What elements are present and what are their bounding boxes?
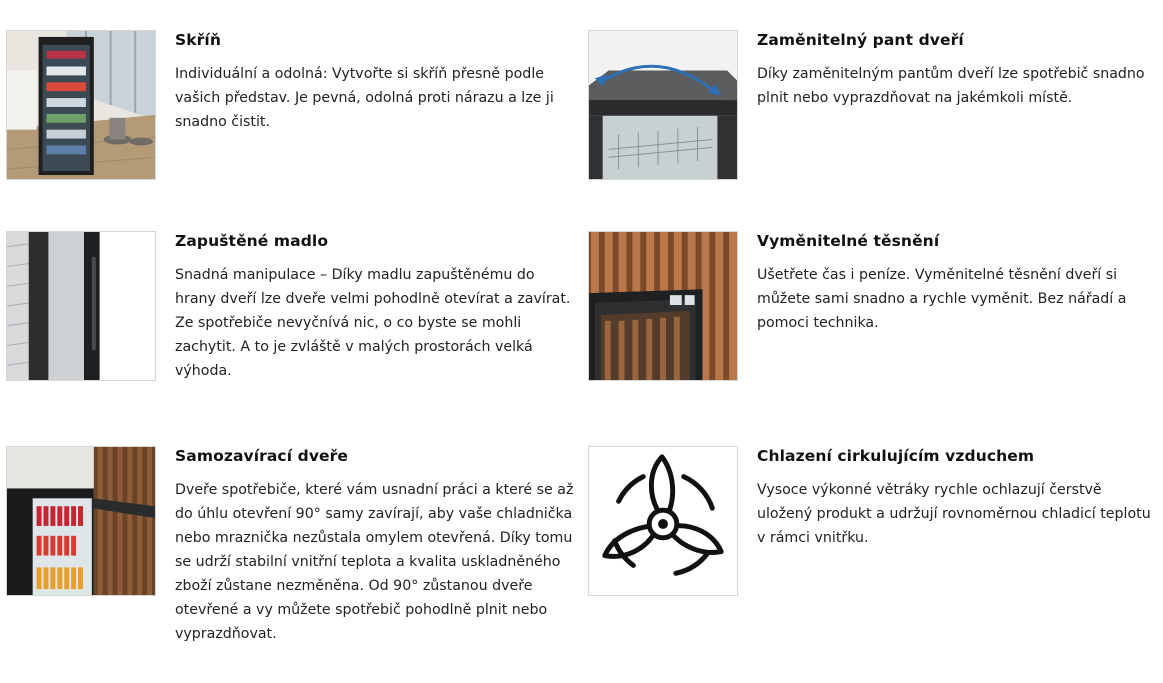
feature-title: Zapuštěné madlo — [175, 232, 329, 250]
seal-image — [588, 231, 738, 381]
feature-title: Skříň — [175, 31, 221, 49]
feature-description: Vysoce výkonné větráky rychle ochlazují čerstvě uložený produkt a udržují rovnoměrnou chladicí teplotu v rámci vnitřku. — [757, 482, 1151, 546]
hinge-image — [588, 30, 738, 180]
fan-icon — [588, 446, 738, 596]
handle-image — [6, 231, 156, 381]
feature-title: Zaměnitelný pant dveří — [757, 31, 964, 49]
feature-description: Ušetřete čas i peníze. Vyměnitelné těsnění dveří si můžete sami snadno a rychle vyměnit. Bez nářadí a pomoci technika. — [757, 267, 1127, 331]
feature-description: Díky zaměnitelným pantům dveří lze spotřebič snadno plnit nebo vyprazdňovat na jakémkoli místě. — [757, 66, 1145, 106]
feature-title: Samozavírací dveře — [175, 447, 348, 465]
feature-title: Vyměnitelné těsnění — [757, 232, 940, 250]
feature-description: Individuální a odolná: Vytvořte si skříň přesně podle vašich představ. Je pevná, odolná proti nárazu a lze ji snadno čistit. — [175, 66, 554, 130]
feature-description: Dveře spotřebiče, které vám usnadní práci a které se až do úhlu otevření 90° samy zavírají, aby vaše chladnička nebo mraznička nezůstala omylem otevřená. Díky tomu se udrží stabilní vnitřní teplota a kvalita uskladněného zboží zůstane nezměněna. Od 90° zůstanou dveře otevřené a vy můžete spotřebič pohodlně plnit nebo vyprazdňovat. — [175, 482, 574, 642]
feature-description: Snadná manipulace – Díky madlu zapuštěnému do hrany dveří lze dveře velmi pohodlně otevírat a zavírat. Ze spotřebiče nevyčnívá nic, o co byste se mohli zachytit. A to je zvláště v malých prostorách velká výhoda. — [175, 267, 571, 379]
self-closing-door-image — [6, 446, 156, 596]
feature-title: Chlazení cirkulujícím vzduchem — [757, 447, 1035, 465]
cabinet-image — [6, 30, 156, 180]
